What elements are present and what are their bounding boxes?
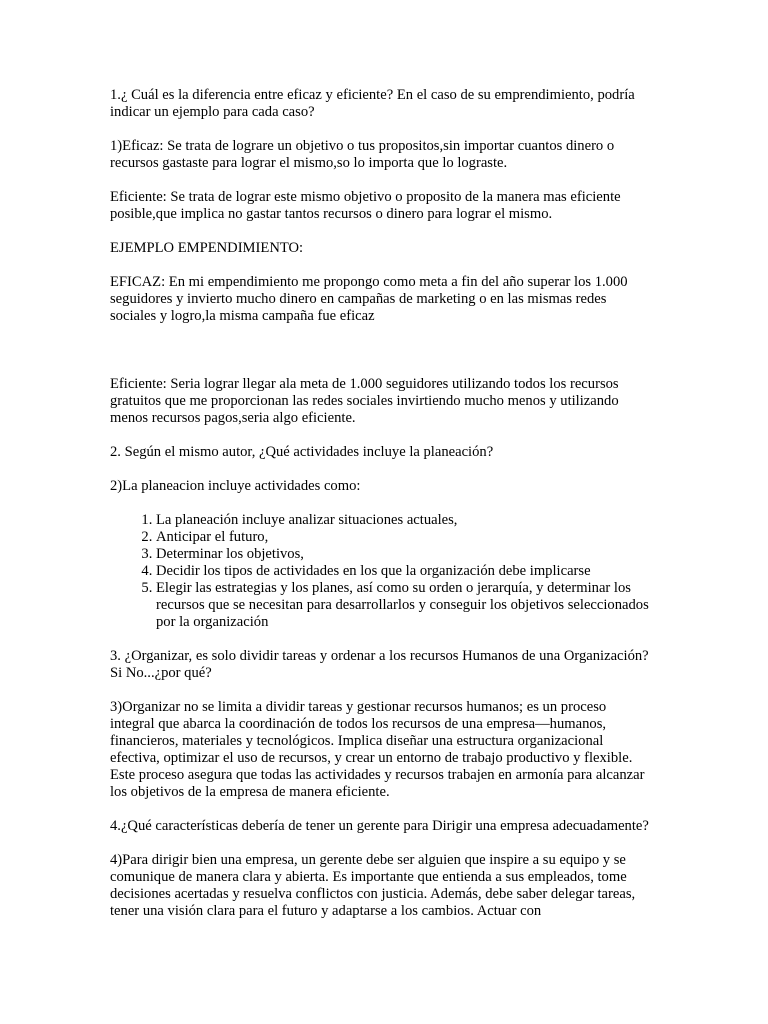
planning-activities-list <box>110 512 650 631</box>
example-heading: EJEMPLO EMPENDIMIENTO: <box>110 240 304 256</box>
answer-2-intro: 2)La planeacion incluye actividades como: <box>110 478 361 494</box>
answer-3: 3)Organizar no se limita a dividir tareas y gestionar recursos humanos; es un proceso integral que abarca la coordinación de todos los recursos de una empresa—humanos, financieros, materiales y tecnológicos. Implica diseñar una estructura organizacional efectiva, optimizar el uso de recursos, y crear un entorno de trabajo productivo y flexible. Este proceso asegura que todas las actividades y recursos trabajen en armonía para alcanzar los objetivos de la empresa de manera eficiente. <box>110 699 645 800</box>
document-page <box>110 87 650 937</box>
example-eficaz: EFICAZ: En mi empendimiento me propongo como meta a fin del año superar los 1.000 seguidores y invierto mucho dinero en campañas de marketing o en las mismas redes sociales y logro,la misma campaña fue eficaz <box>110 274 628 324</box>
list-item: 4. Decidir los tipos de actividades en los que la organización debe implicarse <box>156 563 650 580</box>
answer-1-eficiente: Eficiente: Se trata de lograr este mismo objetivo o proposito de la manera mas eficiente posible,que implica no gastar tantos recursos o dinero para lograr el mismo. <box>110 189 621 222</box>
question-2: 2. Según el mismo autor, ¿Qué actividades incluye la planeación? <box>110 444 494 460</box>
list-item: 3. Determinar los objetivos, <box>156 546 650 563</box>
question-3: 3. ¿Organizar, es solo dividir tareas y ordenar a los recursos Humanos de una Organización? Si No...¿por qué? <box>110 648 649 681</box>
answer-4: 4)Para dirigir bien una empresa, un gerente debe ser alguien que inspire a su equipo y se comunique de manera clara y abierta. Es importante que entienda a sus empleados, tome decisiones acertadas y resuelva conflictos con justicia. Además, debe saber delegar tareas, tener una visión clara para el futuro y adaptarse a los cambios. Actuar con <box>110 852 636 919</box>
list-item: 2. Anticipar el futuro, <box>156 529 650 546</box>
list-item: 1. La planeación incluye analizar situaciones actuales, <box>156 512 650 529</box>
question-1: 1.¿ Cuál es la diferencia entre eficaz y eficiente? En el caso de su emprendimiento, podría indicar un ejemplo para cada caso? <box>110 87 635 120</box>
question-4: 4.¿Qué características debería de tener un gerente para Dirigir una empresa adecuadamente? <box>110 818 649 834</box>
example-eficiente: Eficiente: Seria lograr llegar ala meta de 1.000 seguidores utilizando todos los recursos gratuitos que me proporcionan las redes sociales invirtiendo mucho menos y utilizando menos recursos pagos,seria algo eficiente. <box>110 376 619 426</box>
answer-1-eficaz: 1)Eficaz: Se trata de lograre un objetivo o tus propositos,sin importar cuantos dinero o recursos gastaste para lograr el mismo,so lo importa que lo lograste. <box>110 138 615 171</box>
list-item: 5. Elegir las estrategias y los planes, así como su orden o jerarquía, y determinar los recursos que se necesitan para desarrollarlos y conseguir los objetivos seleccionados por la organización <box>156 580 650 631</box>
